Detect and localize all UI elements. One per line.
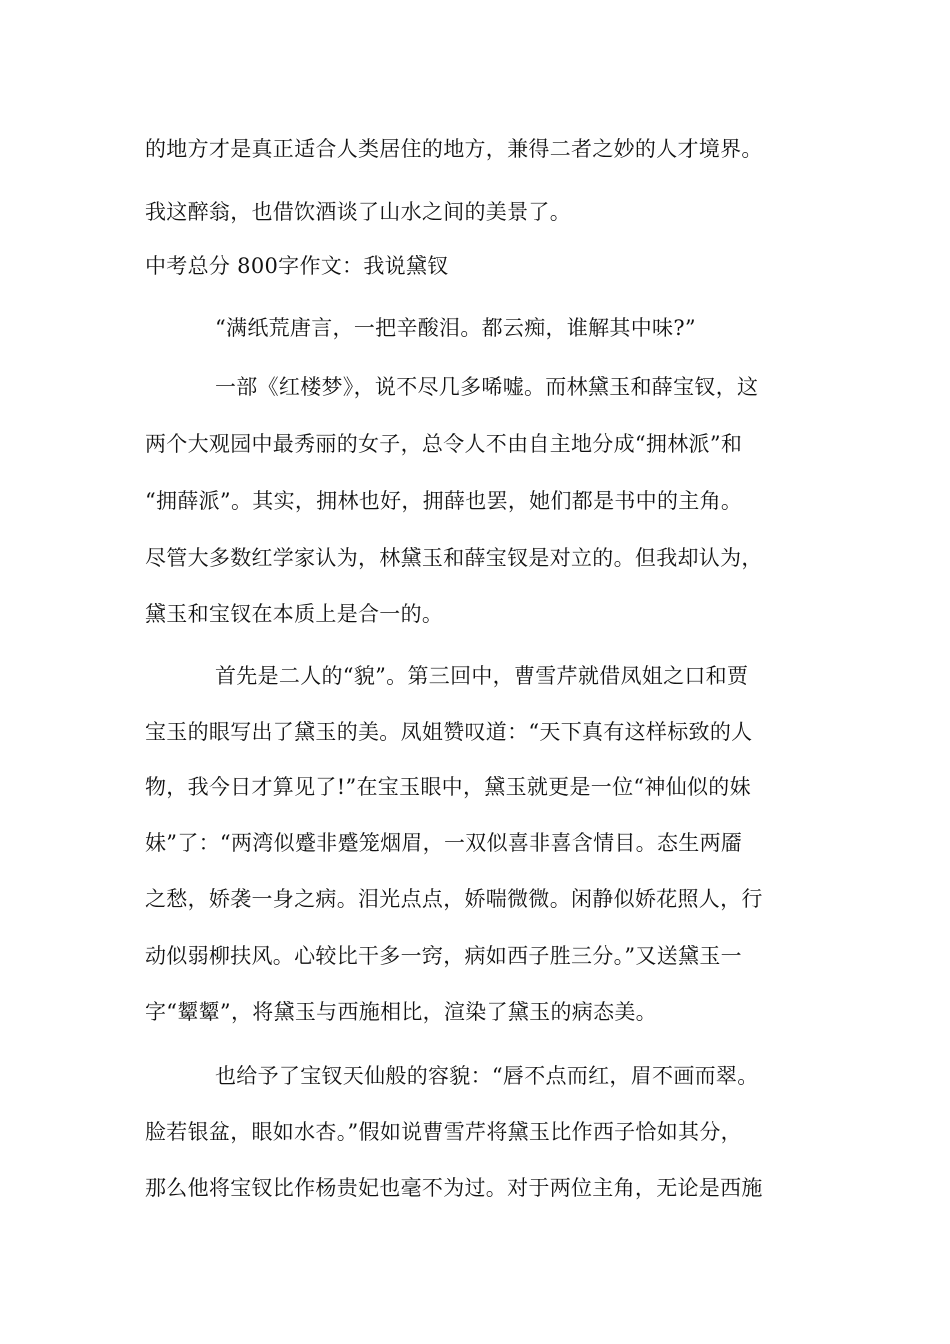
text-line: 首先是二人的“貌”。第三回中，曹雪芹就借凤姐之口和贾 bbox=[215, 664, 749, 688]
text-line: 也给予了宝钗天仙般的容貌：“唇不点而红，眉不画而翠。 bbox=[215, 1064, 759, 1088]
text-line: 黛玉和宝钗在本质上是合一的。 bbox=[145, 602, 444, 626]
text-line: 一部《红楼梦》，说不尽几多唏嘘。而林黛玉和薛宝钗，这 bbox=[215, 375, 759, 399]
text-line: “拥薛派”。其实，拥林也好，拥薛也罢，她们都是书中的主角。 bbox=[145, 489, 743, 513]
text-line: 动似弱柳扶风。心较比干多一窍，病如西子胜三分。”又送黛玉一 bbox=[145, 944, 742, 968]
text-line: 那么他将宝钗比作杨贵妃也毫不为过。对于两位主角，无论是西施 bbox=[145, 1176, 763, 1200]
text-line: 的地方才是真正适合人类居住的地方，兼得二者之妙的人才境界。 bbox=[145, 137, 763, 161]
text-line: 两个大观园中最秀丽的女子，总令人不由自主地分成“拥林派”和 bbox=[145, 432, 743, 456]
text-line: 我这醉翁，也借饮酒谈了山水之间的美景了。 bbox=[145, 200, 571, 224]
text-line: 字“颦颦”，将黛玉与西施相比，渲染了黛玉的病态美。 bbox=[145, 1000, 657, 1024]
text-line: 尽管大多数红学家认为，林黛玉和薛宝钗是对立的。但我却认为， bbox=[145, 546, 763, 570]
text-line: “满纸荒唐言，一把辛酸泪。都云痴，谁解其中味?” bbox=[215, 316, 696, 340]
text-line: 物，我今日才算见了!”在宝玉眼中，黛玉就更是一位“神仙似的妹 bbox=[145, 775, 751, 799]
text-line: 之愁，娇袭一身之病。泪光点点，娇喘微微。闲静似娇花照人，行 bbox=[145, 887, 763, 911]
essay-title: 中考总分 800字作文：我说黛钗 bbox=[145, 254, 449, 278]
text-line: 妹”了：“两湾似蹙非蹙笼烟眉，一双似喜非喜含情目。态生两靥 bbox=[145, 831, 743, 855]
text-line: 宝玉的眼写出了黛玉的美。凤姐赞叹道：“天下真有这样标致的人 bbox=[145, 720, 753, 744]
text-line: 脸若银盆，眼如水杏。”假如说曹雪芹将黛玉比作西子恰如其分， bbox=[145, 1120, 742, 1144]
